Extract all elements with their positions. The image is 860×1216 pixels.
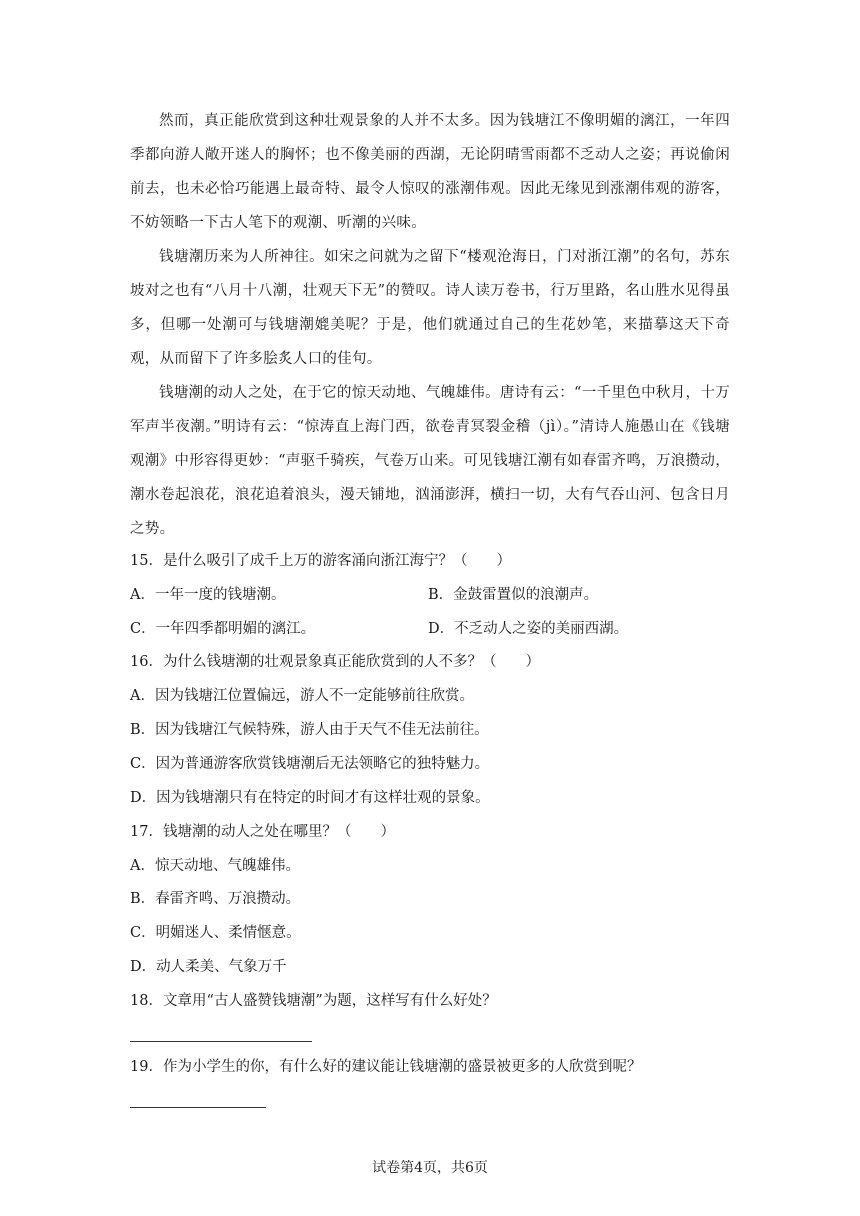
question-16-option-a[interactable]: A．因为钱塘江位置偏远，游人不一定能够前往欣赏。 [130,688,474,704]
question-19-answer-line[interactable] [130,1107,266,1108]
question-17-option-d[interactable]: D．动人柔美、气象万千 [130,959,287,975]
question-17-stem: 17．钱塘潮的动人之处在哪里？（ ） [130,824,395,840]
question-15-option-a[interactable]: A．一年一度的钱塘潮。 [130,587,286,603]
passage-paragraph-3: 钱塘潮的动人之处，在于它的惊天动地、气魄雄伟。唐诗有云：“一千里色中秋月，十万军声半夜潮。”明诗有云：“惊涛直上海门西，欲卷青冥裂金稽（jì）。”清诗人施愚山在《钱塘观潮》中形容得更妙：“声驱千骑疾，气卷万山来。可见钱塘江潮有如春雷齐鸣，万浪攒动，潮水卷起浪花，浪花追着浪头，漫天铺地，汹涌澎湃，横扫一切，大有气吞山河、包含日月之势。 [130,385,730,537]
question-16-option-d[interactable]: D．因为钱塘潮只有在特定的时间才有这样壮观的景象。 [130,790,490,806]
question-17-option-a[interactable]: A．惊天动地、气魄雄伟。 [130,858,300,874]
page-footer: 试卷第4页，共6页 [372,1160,488,1176]
question-17-option-b[interactable]: B．春雷齐鸣、万浪攒动。 [130,891,301,907]
passage-paragraph-2: 钱塘潮历来为人所神往。如宋之问就为之留下“楼观沧海日，门对浙江潮”的名句，苏东坡对之也有“八月十八潮，壮观天下无”的赞叹。诗人读万卷书，行万里路，名山胜水见得虽多，但哪一处潮可与钱塘潮媲美呢？于是，他们就通过自己的生花妙笔，来描摹这天下奇观，从而留下了许多脍炙人口的佳句。 [130,249,730,367]
question-15-option-d[interactable]: D．不乏动人之姿的美丽西湖。 [428,621,629,637]
question-18-answer-line[interactable] [130,1041,312,1042]
question-15-stem: 15．是什么吸引了成千上万的游客涌向浙江海宁？（ ） [130,553,511,569]
question-15-option-b[interactable]: B．金鼓雷置似的浪潮声。 [428,587,599,603]
question-17-option-c[interactable]: C．明媚迷人、柔情惬意。 [130,925,301,941]
question-16-stem: 16．为什么钱塘潮的壮观景象真正能欣赏到的人不多？（ ） [130,654,540,670]
question-16-option-c[interactable]: C．因为普通游客欣赏钱塘潮后无法领略它的独特魅力。 [130,756,490,772]
question-19-stem: 19．作为小学生的你，有什么好的建议能让钱塘潮的盛景被更多的人欣赏到呢？ [130,1059,642,1075]
passage-paragraph-1: 然而，真正能欣赏到这种壮观景象的人并不太多。因为钱塘江不像明媚的漓江，一年四季都向游人敞开迷人的胸怀；也不像美丽的西湖，无论阴晴雪雨都不乏动人之姿；再说偷闲前去，也未必恰巧能遇上最奇特、最令人惊叹的涨潮伟观。因此无缘见到涨潮伟观的游客，不妨领略一下古人笔下的观潮、听潮的兴味。 [130,113,730,231]
question-15-option-c[interactable]: C．一年四季都明媚的漓江。 [130,621,316,637]
question-18-stem: 18．文章用“古人盛赞钱塘潮”为题，这样写有什么好处？ [130,993,497,1009]
question-16-option-b[interactable]: B．因为钱塘江气候特殊，游人由于天气不佳无法前往。 [130,722,489,738]
